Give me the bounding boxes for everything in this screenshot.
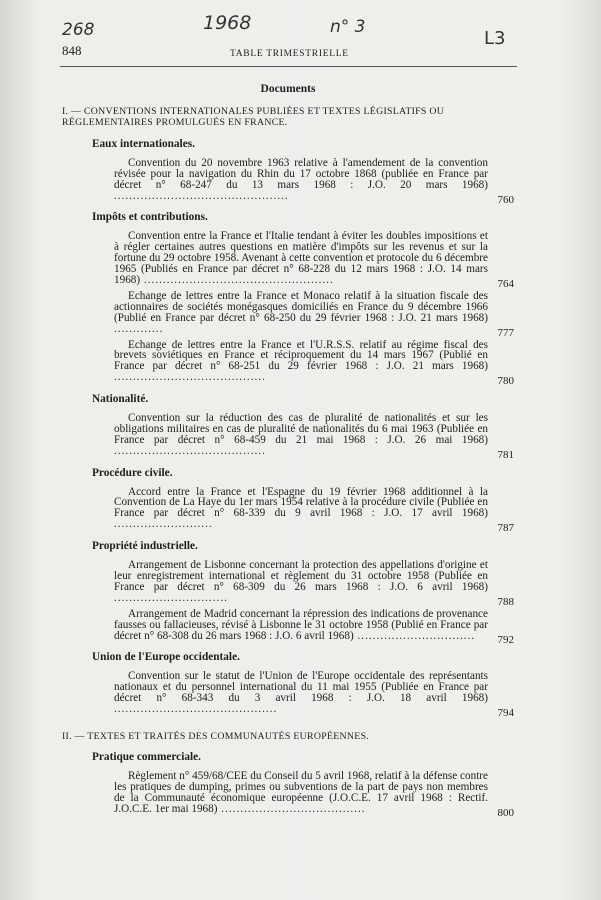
entry-page-number: 787 xyxy=(497,522,514,535)
section xyxy=(62,751,514,820)
section-title: Procédure civile. xyxy=(92,466,173,479)
list-item xyxy=(114,607,514,646)
table-of-documents xyxy=(62,84,514,826)
dot-leader: ............................... xyxy=(353,629,476,642)
section xyxy=(62,540,514,646)
handwritten-annotation-year: 1968 xyxy=(203,12,252,34)
page-title: Documents xyxy=(260,83,316,95)
part-heading: II. — TEXTES ET TRAITÉS DES COMMUNAUTÉS EUROPÉENNES. xyxy=(62,730,370,742)
dot-leader: .............................................. xyxy=(114,189,289,202)
list-item xyxy=(114,670,514,720)
entry-text: Arrangement de Lisbonne concernant la protection des appellations d'origine et leur enregistrement international et règlement du 31 octobre 1958 (Publiée en France par décret n° 68-309 du 26 mars 1968 : J.O. 6 avril 1968) xyxy=(114,559,488,593)
entry-text-block xyxy=(114,487,488,531)
entry-text: Arrangement de Madrid concernant la répression des indications de provenance fausses ou fallacieuses, révisé à Lisbonne le 31 octobre 1958 (Publié en France par décret n° 68-308 du 26 mars 1968 : J.O. 6 avril 1968) xyxy=(114,607,488,642)
entry-text: Convention du 20 novembre 1963 relative à l'amendement de la convention révisée pour la navigation du Rhin du 17 octobre 1868 (publiée en France par décret n° 68-247 du 13 mars 1968 : J.O. 20 mars 1968) xyxy=(114,156,488,191)
list-item xyxy=(114,230,514,290)
section-title: Union de l'Europe occidentale. xyxy=(92,651,240,664)
entry-page-number: 800 xyxy=(497,807,514,820)
list-item xyxy=(114,412,514,461)
section xyxy=(62,137,514,206)
section xyxy=(62,651,514,720)
handwritten-annotation-right: L3 xyxy=(484,28,506,49)
entry-text-block xyxy=(114,231,488,286)
entry-text: Convention entre la France et l'Italie tendant à éviter les doubles impositions et à régler certaines autres questions en matière d'impôts sur les revenus et sur la fortune du 29 octobre 1958. Avenant à cette convention et protocole du 6 décembre 1965 (Publiés en France par décret n° 68-228 du 12 mars 1968 : J.O. 14 mars 1968) xyxy=(114,230,488,286)
section-title: Nationalité. xyxy=(92,393,149,406)
list-item xyxy=(114,289,514,339)
entry-text-block xyxy=(114,609,488,642)
section-title: Eaux internationales. xyxy=(92,137,195,150)
entry-text: Convention sur le statut de l'Union de l'Europe occidentale des représentants nationaux et du personnel international du 11 mai 1955 (Publiée en France par décret n° 68-343 du 3 avril 1968 : J.O. 18 avril 1968) xyxy=(114,670,488,705)
entry-page-number: 764 xyxy=(497,277,514,290)
entry-page-number: 777 xyxy=(497,326,514,339)
header-rule xyxy=(60,66,517,67)
entry-text: Echange de lettres entre la France et Monaco relatif à la situation fiscale des actionnaires de sociétés monégasques domiciliés en France du 9 décembre 1966 (Publié en France par décret n° 68-250 du 29 février 1968 : J.O. 21 mars 1968) xyxy=(114,289,488,324)
section xyxy=(62,466,514,535)
dot-leader: .............................. xyxy=(114,591,228,604)
dot-leader: .................................................. xyxy=(140,273,334,286)
part-heading: I. — CONVENTIONS INTERNATIONALES PUBLIÉES ET TEXTES LÉGISLATIFS OU RÉGLEMENTAIRES PROMULGUÉS EN FRANCE. xyxy=(62,105,445,129)
entry-page-number: 792 xyxy=(497,633,514,646)
dot-leader: ...................................... xyxy=(217,803,366,816)
dot-leader: ........................................ xyxy=(114,444,266,457)
dot-leader: ........................................ xyxy=(114,371,266,384)
entry-text-block xyxy=(114,771,488,815)
entry-text-block xyxy=(114,671,488,715)
dot-leader: ........................................... xyxy=(114,703,278,716)
dot-leader: ............. xyxy=(114,322,164,335)
entry-text-block xyxy=(114,340,488,384)
section-title: Propriété industrielle. xyxy=(92,540,198,553)
section-title: Impôts et contributions. xyxy=(92,211,208,224)
section xyxy=(62,211,514,388)
dot-leader: .......................... xyxy=(114,518,213,531)
entry-text-block xyxy=(114,413,488,457)
running-header: TABLE TRIMESTRIELLE xyxy=(230,49,349,59)
entry-page-number: 794 xyxy=(497,707,514,720)
list-item xyxy=(114,485,514,535)
list-item xyxy=(114,338,514,388)
list-item xyxy=(114,770,514,820)
entry-text-block xyxy=(114,291,488,335)
page-number: 848 xyxy=(62,43,82,58)
section xyxy=(62,393,514,461)
list-item xyxy=(114,156,514,206)
entry-text: Règlement n° 459/68/CEE du Conseil du 5 avril 1968, relatif à la défense contre les pratiques de dumping, primes ou subventions de la part de pays non membres de la Communauté économique européenne (J.O.C.E. 17 avril 1968 : Rectif. J.O.C.E. 1er mai 1968) xyxy=(114,770,488,816)
entry-text: Accord entre la France et l'Espagne du 19 février 1968 additionnel à la Convention de La Haye du 1er mars 1954 relative à la procédure civile (Publiée en France par décret n° 68-339 du 9 avril 1968 : J.O. 17 avril 1968) xyxy=(114,485,488,520)
entry-text: Convention sur la réduction des cas de pluralité de nationalités et sur les obligations militaires en cas de pluralité de nationalités du 6 mai 1963 (Publiée en France par décret n° 68-459 du 21 mai 1968 : J.O. 26 mai 1968) xyxy=(114,412,488,446)
handwritten-annotation-number: n° 3 xyxy=(330,17,366,37)
entry-page-number: 788 xyxy=(497,595,514,608)
entry-text-block xyxy=(114,560,488,604)
entry-text-block xyxy=(114,158,488,202)
list-item xyxy=(114,559,514,608)
entry-page-number: 781 xyxy=(497,448,514,461)
entry-text: Echange de lettres entre la France et l'U.R.S.S. relatif au régime fiscal des brevets soviétiques en France et réciproquement du 14 mars 1967 (Publié en France par décret n° 68-251 du 29 février 1968 : J.O. 21 mars 1968) xyxy=(114,338,488,373)
handwritten-annotation-left: 268 xyxy=(62,20,95,40)
entry-page-number: 760 xyxy=(497,193,514,206)
entry-page-number: 780 xyxy=(497,375,514,388)
section-title: Pratique commerciale. xyxy=(92,751,201,764)
